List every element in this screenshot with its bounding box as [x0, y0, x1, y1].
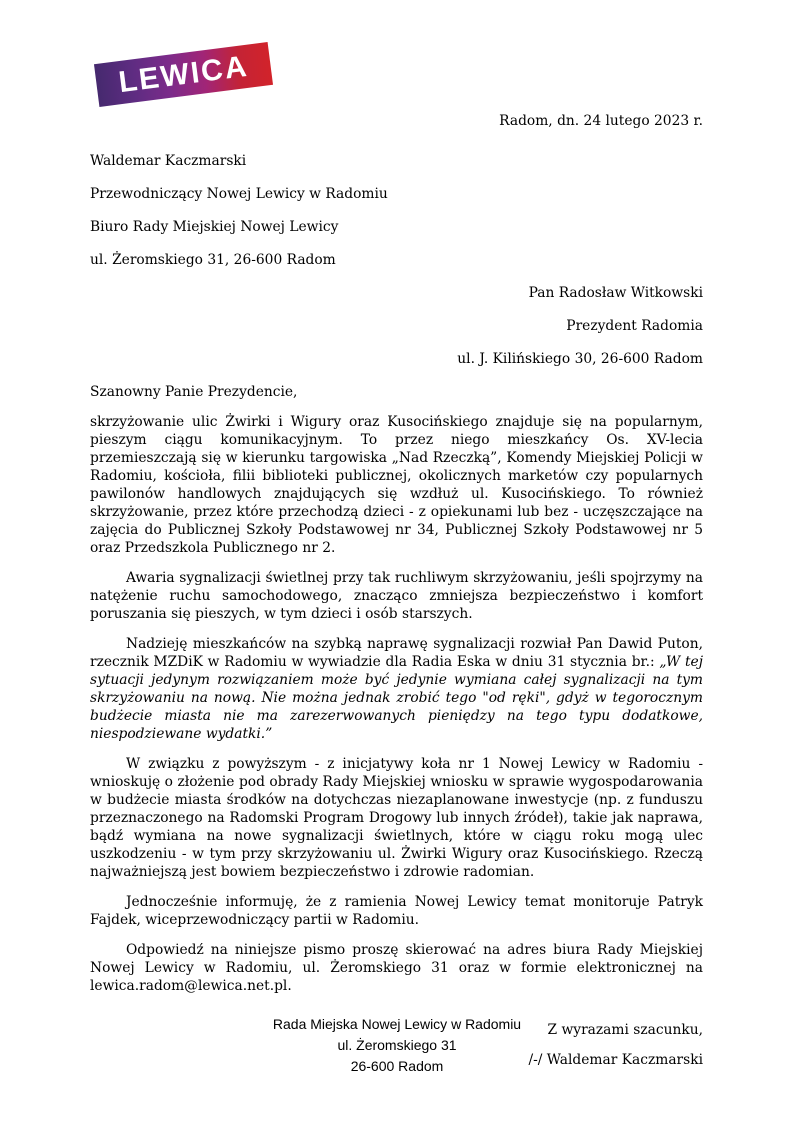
recipient-name: Pan Radosław Witkowski: [528, 285, 703, 301]
paragraph-signal-failure: Awaria sygnalizacji świetlnej przy tak ruchliwym skrzyżowaniu, jeśli spojrzymy na natężenie ruchu samochodowego, znacząco zmniejsza bezpieczeństwo i komfort poruszania się pieszych, w tym dzieci i osób starszych.: [90, 570, 703, 622]
paragraph-intersection-intro: skrzyżowanie ulic Żwirki i Wigury oraz Kusocińskiego znajduje się na popularnym, pieszym ciągu komunikacyjnym. To przez niego mieszkańcy Os. XV-lecia przemieszczają się w kierunku targowiska „Nad Rzeczką”, Komendy Miejskiej Policji w Radomiu, kościoła, filii biblioteki publicznej, okolicznych marketów czy popularnych pawilonów handlowych znajdujących się wzdłuż ul. Kusocińskiego. To również skrzyżowanie, przez które przechodzą dzieci - z opiekunami lub bez - uczęszczające na zajęcia do Publicznej Szkoły Podstawowej nr 34, Publicznej Szkoły Podstawowej nr 5 oraz Przedszkola Publicznego nr 2.: [90, 414, 703, 556]
lewica-logo: [94, 42, 273, 107]
date-line: Radom, dn. 24 lutego 2023 r.: [499, 113, 703, 129]
email-address: lewica.radom@lewica.net.pl: [90, 978, 288, 994]
footer-postal-city: 26-600 Radom: [350, 1058, 444, 1074]
recipient-title: Prezydent Radomia: [566, 318, 703, 334]
sender-title: Przewodniczący Nowej Lewicy w Radomiu: [90, 186, 388, 202]
recipient-address: ul. J. Kilińskiego 30, 26-600 Radom: [457, 351, 703, 367]
signature-line: /-/ Waldemar Kaczmarski: [528, 1052, 703, 1068]
reply-address-text: Odpowiedź na niniejsze pismo proszę skierować na adres biura Rady Miejskiej Nowej Lewicy w Radomiu, ul. Żeromskiego 31 oraz w formie elektronicznej na: [90, 942, 703, 976]
sender-name: Waldemar Kaczmarski: [90, 153, 247, 169]
paragraph-motion-request: W związku z powyższym - z inicjatywy koła nr 1 Nowej Lewicy w Radomiu - wnioskuję o złożenie pod obrady Rady Miejskiej wniosku w sprawie wygospodarowania w budżecie miasta środków na dotychczas niezaplanowane inwestycje (np. z funduszu przeznaczonego na Radomski Program Drogowy lub innych źródeł), takie jak naprawa, bądź wymiana na nowe sygnalizacji świetlnych, które w ciągu roku mogą ulec uszkodzeniu - w tym przy skrzyżowaniu ul. Żwirki Wigury oraz Kusocińskiego. Rzeczą najważniejszą jest bowiem bezpieczeństwo i zdrowie radomian.: [90, 756, 703, 880]
lewica-logo-text: LEWICA: [116, 49, 251, 99]
sender-address: ul. Żeromskiego 31, 26-600 Radom: [90, 252, 336, 268]
footer-org-name: Rada Miejska Nowej Lewicy w Radomiu: [272, 1016, 522, 1032]
sender-block: [90, 152, 703, 269]
recipient-block: [90, 284, 703, 368]
paragraph-monitoring-note: Jednocześnie informuję, że z ramienia Nowej Lewicy temat monitoruje Patryk Fajdek, wiceprzewodniczący partii w Radomiu.: [90, 894, 703, 928]
quoted-statement: „W tej sytuacji jedynym rozwiązaniem może być jedynie wymiana całej sygnalizacji na tym skrzyżowaniu na nową. Nie można jednak zrobić tego "od ręki", gdyż w tegorocznym budżecie miasta nie ma zarezerwowanych pieniędzy na tego typu dodatkowe, niespodziewane wydatki.”: [90, 654, 703, 742]
reply-address-period: .: [287, 978, 292, 994]
footer-block: [0, 1014, 794, 1077]
sender-office: Biuro Rady Miejskiej Nowej Lewicy: [90, 219, 339, 235]
paragraph-spokesman-quote: [90, 635, 703, 743]
footer-street: ul. Żeromskiego 31: [337, 1037, 457, 1053]
quote-lead-in: Nadzieję mieszkańców na szybką naprawę sygnalizacji rozwiał Pan Dawid Puton, rzecznik MZDiK w Radomiu w wywiadzie dla Radia Eska w dniu 31 stycznia br.:: [90, 636, 703, 670]
salutation: Szanowny Panie Prezydencie,: [90, 384, 298, 400]
closing-phrase: Z wyrazami szacunku,: [547, 1022, 703, 1038]
paragraph-reply-address: [90, 941, 703, 995]
